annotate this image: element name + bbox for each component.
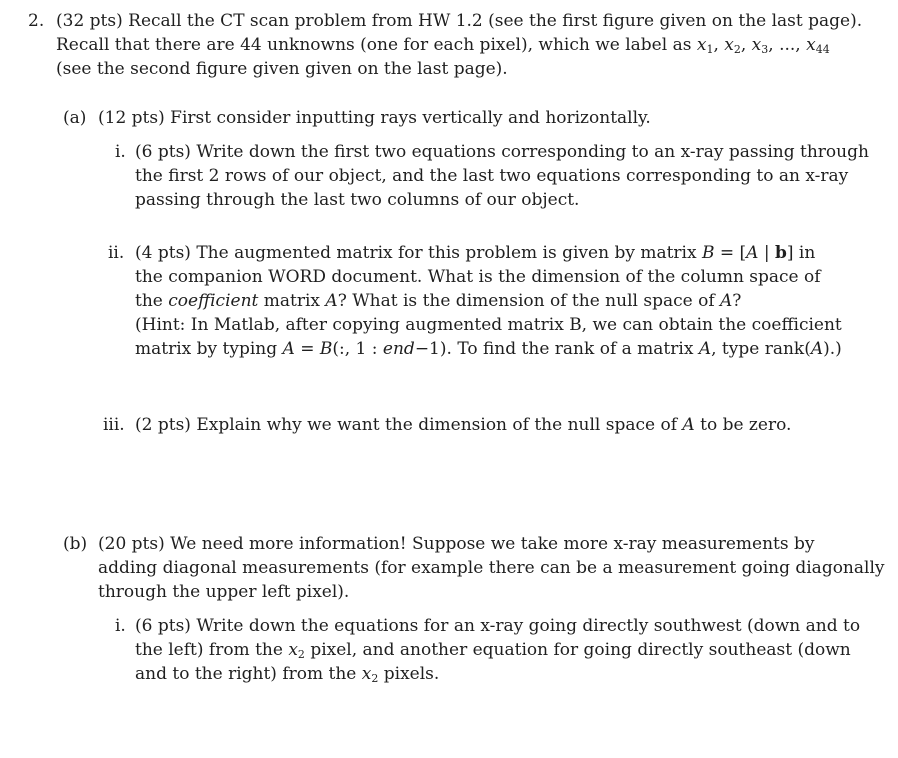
var-x44: $x_{44}$ (806, 35, 830, 56)
var-x1: $x_1$ (696, 35, 714, 56)
part-b-line-3: through the upper left pixel). (98, 582, 350, 602)
part-a (63, 106, 873, 130)
ellipsis: ..., (779, 35, 801, 55)
problem-2 (28, 9, 878, 81)
part-b-label: (b) (63, 534, 88, 554)
part-a-ii-line-5: matrix by typing A = B(:, 1 : end−1). To find the rank of a matrix A, type rank(A).) (135, 339, 842, 359)
coefficient-emphasis: coefficient (168, 291, 259, 311)
part-a-iii-text: (2 pts) Explain why we want the dimension of the null space of A to be zero. (135, 415, 792, 435)
part-a-i (115, 140, 875, 212)
part-a-label: (a) (63, 108, 87, 128)
part-a-ii-line-4: (Hint: In Matlab, after copying augmented matrix B, we can obtain the coefficient (135, 315, 842, 335)
part-a-ii-line-3: the coefficient matrix A? What is the dimension of the null space of A? (135, 291, 742, 311)
part-a-text: (12 pts) First consider inputting rays vertically and horizontally. (98, 108, 651, 128)
part-b-i-line-3: and to the right) from the $x_2$ pixels. (135, 664, 440, 685)
problem-line-3: (see the second figure given given on the last page). (56, 59, 508, 79)
problem-number: 2. (28, 11, 45, 31)
problem-line-1: (32 pts) Recall the CT scan problem from HW 1.2 (see the first figure given on the last page). (56, 11, 863, 31)
part-b-i (115, 614, 875, 686)
part-b-i-line-1: (6 pts) Write down the equations for an x-ray going directly southwest (down and to (135, 616, 861, 636)
var-x3: $x_3$ (751, 35, 769, 56)
var-x2: $x_2$ (361, 664, 379, 685)
part-b-line-2: adding diagonal measurements (for example there can be a measurement going diagonally (98, 558, 885, 578)
problem-line-2: Recall that there are 44 unknowns (one for each pixel), which we label as $x_1$, $x_2$, $x_3$, ..., $x_{44}$ (56, 35, 830, 56)
part-a-i-line-1: (6 pts) Write down the first two equations corresponding to an x-ray passing through (135, 142, 869, 162)
part-b (63, 532, 885, 604)
part-b-line-1: (20 pts) We need more information! Suppose we take more x-ray measurements by (98, 534, 815, 554)
part-a-ii (108, 241, 878, 361)
part-a-ii-line-1: (4 pts) The augmented matrix for this problem is given by matrix B = [A | b] in (135, 243, 816, 263)
part-a-i-line-3: passing through the last two columns of our object. (135, 190, 580, 210)
part-a-i-label: i. (115, 142, 126, 162)
part-a-ii-label: ii. (108, 243, 125, 263)
var-x2: $x_2$ (288, 640, 305, 661)
part-a-iii-label: iii. (103, 415, 125, 435)
part-a-iii (103, 413, 878, 437)
var-x2: $x_2$ (724, 35, 741, 56)
part-a-ii-line-2: the companion WORD document. What is the dimension of the column space of (135, 267, 821, 287)
part-b-i-line-2: the left) from the $x_2$ pixel, and another equation for going directly southeast (down (135, 640, 851, 661)
part-a-i-line-2: the first 2 rows of our object, and the last two equations corresponding to an x-ray (135, 166, 849, 186)
part-b-i-label: i. (115, 616, 126, 636)
